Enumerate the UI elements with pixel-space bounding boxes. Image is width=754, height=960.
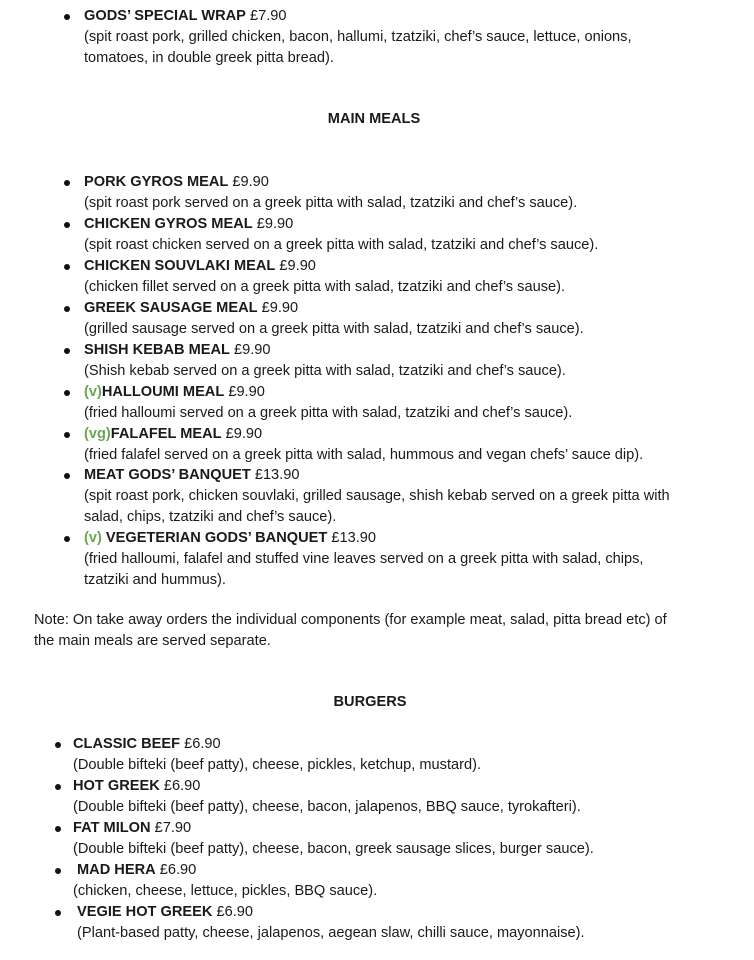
bullet-icon — [64, 180, 70, 186]
item-price: £9.90 — [261, 300, 299, 316]
item-name: FALAFEL MEAL — [110, 426, 222, 442]
item-description: (fried halloumi served on a greek pitta with salad, tzatziki and chef’s sauce). — [84, 405, 573, 421]
item-name: PORK GYROS MEAL — [84, 174, 229, 190]
item-name: HOT GREEK — [73, 778, 160, 794]
item-description: (grilled sausage served on a greek pitta with salad, tzatziki and chef’s sauce). — [84, 321, 584, 337]
diet-tag-vegan: (vg) — [84, 426, 111, 442]
item-price: £9.90 — [279, 258, 316, 274]
menu-item-main-meal — [84, 528, 674, 591]
menu-item-burger — [73, 734, 693, 776]
diet-tag-vegetarian: (v) — [84, 384, 102, 400]
item-description: (chicken, cheese, lettuce, pickles, BBQ sauce). — [73, 883, 378, 899]
item-description: (spit roast chicken served on a greek pitta with salad, tzatziki and chef’s sauce). — [84, 237, 599, 253]
item-description: (spit roast pork, grilled chicken, bacon, hallumi, tzatziki, chef’s sauce, lettuce, onions, tomatoes, in double greek pitta bread). — [84, 29, 632, 66]
section-heading-burgers: BURGERS — [333, 694, 407, 710]
item-price: £7.90 — [249, 8, 287, 24]
item-description: (Plant-based patty, cheese, jalapenos, aegean slaw, chilli sauce, mayonnaise). — [77, 925, 585, 941]
item-description: (fried falafel served on a greek pitta with salad, hummous and vegan chefs’ sauce dip). — [84, 447, 644, 463]
item-description: (Double bifteki (beef patty), cheese, pickles, ketchup, mustard). — [73, 757, 482, 773]
menu-item-main-meal — [84, 424, 684, 466]
bullet-icon — [55, 784, 61, 790]
item-name: CHICKEN SOUVLAKI MEAL — [84, 258, 276, 274]
item-name: FAT MILON — [73, 820, 151, 836]
menu-item-burger — [77, 902, 693, 944]
bullet-icon — [64, 264, 70, 270]
item-name: VEGIE HOT GREEK — [77, 904, 213, 920]
item-price: £9.90 — [256, 216, 294, 232]
bullet-icon — [64, 222, 70, 228]
bullet-icon — [64, 473, 70, 479]
item-price: £9.90 — [225, 426, 263, 442]
bullet-icon — [64, 14, 70, 20]
menu-item-main-meal — [84, 214, 684, 256]
item-price: £13.90 — [254, 467, 300, 483]
item-description: (Double bifteki (beef patty), cheese, bacon, greek sausage slices, burger sauce). — [73, 841, 594, 857]
item-name: MEAT GODS’ BANQUET — [84, 467, 251, 483]
menu-item-burger — [73, 818, 693, 860]
takeaway-note: Note: On take away orders the individual components (for example meat, salad, pitta bread etc) of the main meals are served separate. — [34, 612, 667, 649]
item-price: £6.90 — [159, 862, 197, 878]
item-price: £6.90 — [163, 778, 201, 794]
item-description: (chicken fillet served on a greek pitta with salad, tzatziki and chef’s sause). — [84, 279, 566, 295]
item-name: GODS’ SPECIAL WRAP — [84, 8, 246, 24]
item-price: £9.90 — [234, 342, 271, 358]
item-description: (Double bifteki (beef patty), cheese, bacon, jalapenos, BBQ sauce, tyrokafteri). — [73, 799, 581, 815]
bullet-icon — [55, 868, 61, 874]
item-name: CHICKEN GYROS MEAL — [84, 216, 253, 232]
menu-item-gods-special-wrap — [84, 6, 684, 69]
menu-item-main-meal — [84, 256, 684, 298]
menu-item-burger — [73, 776, 693, 818]
item-description: (Shish kebab served on a greek pitta with salad, tzatziki and chef’s sauce). — [84, 363, 566, 379]
menu-item-main-meal — [84, 172, 684, 214]
bullet-icon — [55, 742, 61, 748]
item-name: VEGETERIAN GODS’ BANQUET — [105, 530, 328, 546]
item-name: MAD HERA — [77, 862, 156, 878]
item-name: SHISH KEBAB MEAL — [84, 342, 230, 358]
item-price: £7.90 — [154, 820, 192, 836]
item-description: (fried halloumi, falafel and stuffed vine leaves served on a greek pitta with salad, chips, tzatziki and hummus). — [84, 551, 644, 588]
menu-item-burger — [73, 860, 693, 902]
item-description: (spit roast pork, chicken souvlaki, grilled sausage, shish kebab served on a greek pitta with salad, chips, tzatziki and chef’s sauce). — [84, 488, 670, 525]
bullet-icon — [55, 910, 61, 916]
menu-item-main-meal — [84, 340, 684, 382]
bullet-icon — [64, 306, 70, 312]
menu-item-main-meal — [84, 298, 684, 340]
bullet-icon — [64, 432, 70, 438]
bullet-icon — [55, 826, 61, 832]
menu-item-main-meal — [84, 465, 674, 528]
item-price: £6.90 — [184, 736, 221, 752]
item-name: GREEK SAUSAGE MEAL — [84, 300, 258, 316]
item-price: £13.90 — [331, 530, 376, 546]
item-price: £6.90 — [216, 904, 254, 920]
bullet-icon — [64, 390, 70, 396]
section-heading-main-meals: MAIN MEALS — [327, 111, 421, 127]
item-price: £9.90 — [232, 174, 269, 190]
bullet-icon — [64, 348, 70, 354]
item-name: CLASSIC BEEF — [73, 736, 181, 752]
diet-tag-vegetarian: (v) — [84, 530, 102, 546]
item-description: (spit roast pork served on a greek pitta with salad, tzatziki and chef’s sauce). — [84, 195, 578, 211]
menu-item-main-meal — [84, 382, 684, 424]
item-name: HALLOUMI MEAL — [101, 384, 225, 400]
bullet-icon — [64, 536, 70, 542]
item-price: £9.90 — [228, 384, 265, 400]
